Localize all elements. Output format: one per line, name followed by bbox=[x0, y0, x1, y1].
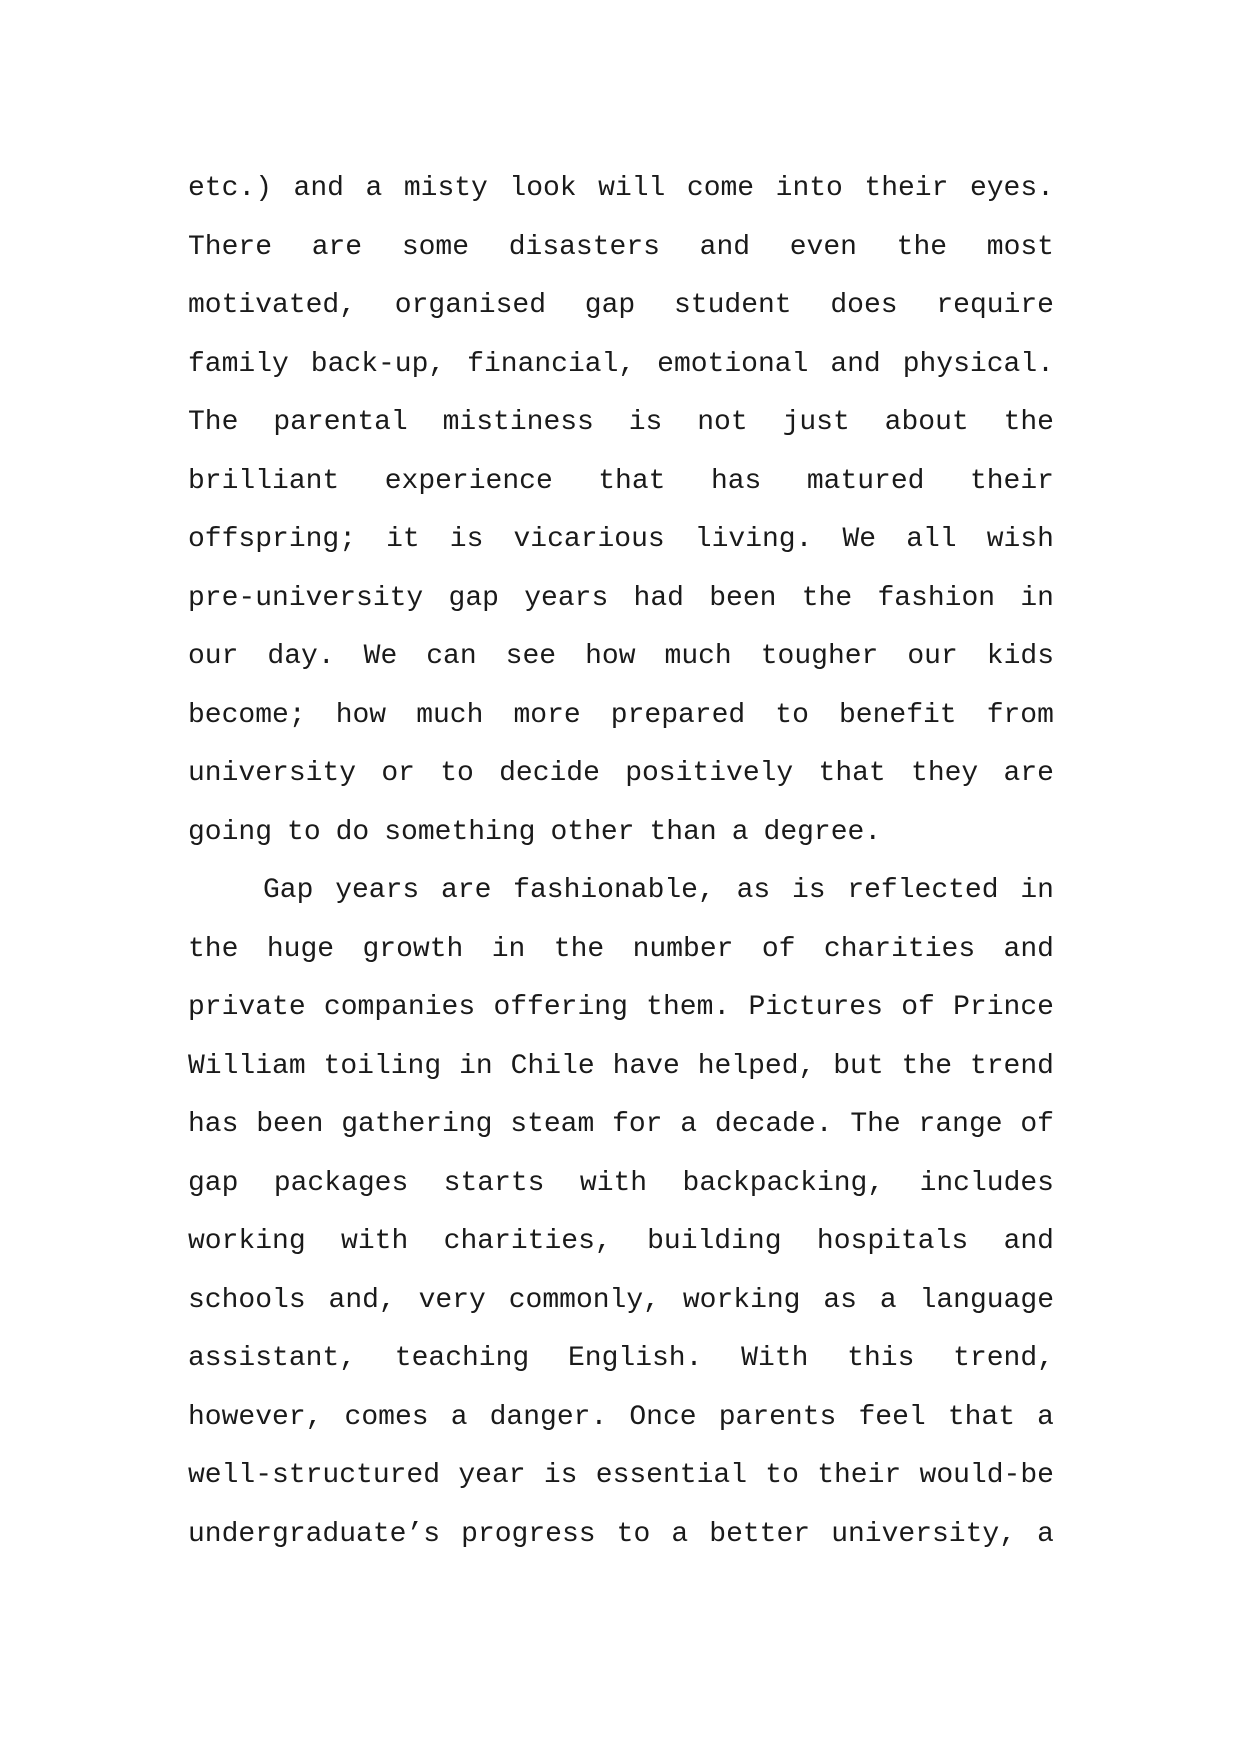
word: are bbox=[311, 231, 363, 263]
word: has bbox=[188, 1109, 239, 1140]
text-line bbox=[188, 453, 1054, 512]
word: the bbox=[901, 1050, 953, 1082]
word: had bbox=[633, 582, 684, 614]
text-line bbox=[188, 862, 1054, 921]
word: experience bbox=[384, 465, 553, 497]
word: more bbox=[513, 699, 581, 731]
text-line bbox=[188, 1447, 1054, 1506]
word: with bbox=[579, 1167, 648, 1199]
word: better bbox=[709, 1518, 811, 1550]
text-line bbox=[188, 511, 1054, 570]
text-line bbox=[188, 160, 1054, 219]
word: in bbox=[459, 1050, 493, 1082]
word: is bbox=[449, 524, 484, 555]
word: working bbox=[188, 1226, 306, 1257]
text-line bbox=[188, 921, 1054, 980]
word: the bbox=[188, 933, 239, 965]
word: The bbox=[850, 1109, 901, 1140]
word: as bbox=[736, 875, 771, 906]
word: a bbox=[450, 1401, 468, 1433]
word: gap bbox=[188, 1167, 239, 1199]
text-line bbox=[188, 979, 1054, 1038]
word: than bbox=[649, 816, 717, 848]
word: going bbox=[188, 816, 273, 848]
word: emotional bbox=[657, 348, 809, 380]
word: brilliant bbox=[188, 465, 340, 497]
text-line bbox=[188, 804, 1054, 863]
word: kids bbox=[986, 641, 1054, 672]
word: starts bbox=[443, 1167, 545, 1199]
word: is bbox=[791, 875, 826, 906]
word: that bbox=[818, 758, 886, 789]
text-line bbox=[188, 687, 1054, 746]
word: essential bbox=[595, 1460, 747, 1491]
word: years bbox=[524, 582, 609, 614]
word: with bbox=[341, 1226, 409, 1257]
word: teaching bbox=[394, 1343, 530, 1374]
word: just bbox=[782, 407, 850, 438]
word: gathering bbox=[341, 1109, 493, 1140]
word: Prince bbox=[953, 992, 1054, 1023]
word: well-structured bbox=[188, 1460, 441, 1491]
word: in bbox=[1020, 582, 1054, 614]
word: charities, bbox=[443, 1226, 612, 1257]
word: are bbox=[440, 875, 492, 906]
word: parents bbox=[718, 1401, 837, 1433]
word: assistant, bbox=[188, 1343, 357, 1374]
word: parental bbox=[273, 407, 408, 438]
text-line bbox=[188, 219, 1054, 278]
word: and bbox=[293, 173, 344, 204]
text-line bbox=[188, 394, 1054, 453]
word: they bbox=[911, 758, 979, 789]
word: see bbox=[505, 641, 557, 672]
word: much bbox=[416, 699, 484, 731]
word: danger. bbox=[489, 1401, 608, 1433]
word: decade. bbox=[714, 1109, 833, 1140]
word: into bbox=[775, 173, 843, 204]
word: has bbox=[710, 465, 762, 497]
word: gap bbox=[448, 582, 499, 614]
word: their bbox=[969, 465, 1054, 497]
word: years bbox=[335, 875, 420, 906]
word: motivated, bbox=[188, 290, 357, 321]
word: degree. bbox=[763, 816, 882, 848]
text-line bbox=[188, 1330, 1054, 1389]
word: decide bbox=[499, 758, 600, 789]
word: The bbox=[188, 407, 239, 438]
word: can bbox=[426, 641, 477, 672]
word: of bbox=[901, 992, 935, 1023]
word: much bbox=[664, 641, 732, 672]
word: become; bbox=[188, 699, 306, 731]
word: range bbox=[918, 1109, 1003, 1140]
word: We bbox=[842, 524, 877, 555]
text-line bbox=[188, 745, 1054, 804]
word: tougher bbox=[760, 641, 879, 672]
word: trend bbox=[969, 1050, 1054, 1082]
text-line bbox=[188, 1389, 1054, 1448]
word: or bbox=[381, 758, 415, 789]
word: is bbox=[628, 407, 663, 438]
word: this bbox=[847, 1343, 915, 1374]
text-line bbox=[188, 336, 1054, 395]
word: benefit bbox=[838, 699, 957, 731]
word: companies bbox=[323, 992, 476, 1023]
word: William bbox=[188, 1050, 306, 1082]
word: financial, bbox=[467, 348, 636, 380]
word: steam bbox=[510, 1109, 595, 1140]
word: most bbox=[986, 231, 1054, 263]
word: private bbox=[188, 992, 306, 1023]
word: something bbox=[384, 816, 536, 848]
word: a bbox=[680, 1109, 698, 1140]
text-line bbox=[188, 1038, 1054, 1097]
word: a bbox=[1037, 1401, 1054, 1433]
word: how bbox=[335, 699, 387, 731]
word: progress bbox=[461, 1518, 596, 1550]
word: We bbox=[363, 641, 398, 672]
word: but bbox=[833, 1050, 884, 1082]
word: feel bbox=[858, 1401, 926, 1433]
text-line bbox=[188, 1096, 1054, 1155]
word: our bbox=[907, 641, 958, 672]
word: number bbox=[632, 933, 734, 965]
word: Gap bbox=[263, 875, 314, 906]
word: have bbox=[612, 1050, 680, 1082]
text-line bbox=[188, 570, 1054, 629]
word: a bbox=[365, 173, 383, 204]
word: university bbox=[188, 758, 357, 789]
word: very bbox=[418, 1284, 486, 1316]
word: etc.) bbox=[188, 173, 273, 204]
word: to bbox=[440, 758, 474, 789]
word: our bbox=[188, 641, 239, 672]
word: physical. bbox=[902, 348, 1054, 380]
word: With bbox=[741, 1343, 809, 1374]
word: misty bbox=[403, 173, 488, 204]
word: to bbox=[616, 1518, 651, 1550]
word: from bbox=[986, 699, 1054, 731]
word: helped, bbox=[697, 1050, 816, 1082]
word: to bbox=[287, 816, 321, 848]
word: the bbox=[801, 582, 853, 614]
word: packages bbox=[273, 1167, 409, 1199]
word: positively bbox=[625, 758, 794, 789]
word: that bbox=[947, 1401, 1016, 1433]
paragraph bbox=[188, 862, 1054, 1564]
word: building bbox=[647, 1226, 782, 1257]
word: English. bbox=[567, 1343, 703, 1374]
word: backpacking, bbox=[682, 1167, 885, 1199]
word: of bbox=[761, 933, 796, 965]
word: their bbox=[864, 173, 949, 204]
word: matured bbox=[806, 465, 925, 497]
word: to bbox=[765, 1460, 799, 1491]
word: does bbox=[830, 290, 898, 321]
word: disasters bbox=[508, 231, 660, 263]
word: schools bbox=[188, 1284, 306, 1316]
word: pre-university bbox=[188, 582, 424, 614]
word: been bbox=[709, 582, 777, 614]
text-line bbox=[188, 277, 1054, 336]
word: student bbox=[673, 290, 792, 321]
word: and, bbox=[328, 1284, 396, 1316]
word: their bbox=[817, 1460, 902, 1491]
word: about bbox=[884, 407, 969, 438]
text-line bbox=[188, 1272, 1054, 1331]
word: all bbox=[906, 524, 957, 555]
word: require bbox=[936, 290, 1054, 321]
word: reflected bbox=[847, 875, 999, 906]
word: university, bbox=[831, 1518, 1017, 1550]
word: not bbox=[697, 407, 748, 438]
word: how bbox=[585, 641, 636, 672]
word: fashionable, bbox=[513, 875, 715, 906]
text-line bbox=[188, 628, 1054, 687]
word: is bbox=[543, 1460, 578, 1491]
word: trend, bbox=[953, 1343, 1054, 1374]
word: eyes. bbox=[969, 173, 1054, 204]
word: offspring; bbox=[188, 524, 357, 555]
word: as bbox=[823, 1284, 857, 1316]
word: in bbox=[491, 933, 526, 965]
word: fashion bbox=[877, 582, 996, 614]
word: toiling bbox=[323, 1050, 442, 1082]
word: offering bbox=[493, 992, 628, 1023]
word: a bbox=[671, 1518, 689, 1550]
word: for bbox=[612, 1109, 663, 1140]
word: huge bbox=[266, 933, 335, 965]
word: even bbox=[789, 231, 857, 263]
word: prepared bbox=[610, 699, 746, 731]
word: undergraduate’s bbox=[188, 1518, 441, 1550]
word: however, bbox=[188, 1401, 323, 1433]
word: charities bbox=[823, 933, 976, 965]
word: in bbox=[1020, 875, 1054, 906]
word: look bbox=[509, 173, 577, 204]
word: would-be bbox=[919, 1460, 1054, 1491]
word: and bbox=[1003, 933, 1054, 965]
word: mistiness bbox=[442, 407, 594, 438]
word: Pictures bbox=[748, 992, 883, 1023]
word: are bbox=[1003, 758, 1054, 789]
word: comes bbox=[344, 1401, 429, 1433]
word: the bbox=[553, 933, 605, 965]
word: There bbox=[188, 231, 273, 263]
word: language bbox=[919, 1284, 1054, 1316]
word: growth bbox=[362, 933, 464, 965]
word: Chile bbox=[510, 1050, 595, 1082]
word: living. bbox=[694, 524, 813, 555]
word: Once bbox=[629, 1401, 697, 1433]
word: year bbox=[458, 1460, 526, 1491]
word: commonly, bbox=[508, 1284, 660, 1316]
word: includes bbox=[919, 1167, 1054, 1199]
word: back-up, bbox=[310, 348, 446, 380]
text-line bbox=[188, 1506, 1054, 1565]
word: a bbox=[1037, 1518, 1054, 1550]
word: gap bbox=[584, 290, 636, 321]
word: come bbox=[686, 173, 755, 204]
word: a bbox=[879, 1284, 897, 1316]
word: and bbox=[1003, 1226, 1054, 1257]
word: hospitals bbox=[816, 1226, 969, 1257]
word: that bbox=[598, 465, 666, 497]
word: working bbox=[682, 1284, 801, 1316]
word: been bbox=[256, 1109, 324, 1140]
word: organised bbox=[394, 290, 547, 321]
word: and bbox=[830, 348, 881, 380]
word: the bbox=[1003, 407, 1054, 438]
word: and bbox=[699, 231, 751, 263]
word: to bbox=[775, 699, 809, 731]
word: the bbox=[896, 231, 948, 263]
word: them. bbox=[646, 992, 731, 1023]
word: do bbox=[335, 816, 370, 848]
paragraph bbox=[188, 160, 1054, 862]
word: of bbox=[1020, 1109, 1054, 1140]
word: family bbox=[188, 348, 289, 380]
word: day. bbox=[267, 641, 335, 672]
word: wish bbox=[986, 524, 1054, 555]
word: other bbox=[550, 816, 635, 848]
word: it bbox=[386, 524, 420, 555]
text-line bbox=[188, 1155, 1054, 1214]
text-line bbox=[188, 1213, 1054, 1272]
word: will bbox=[598, 173, 666, 204]
document-body bbox=[188, 160, 1054, 1564]
word: vicarious bbox=[513, 524, 665, 555]
word: some bbox=[401, 231, 470, 263]
word: a bbox=[731, 816, 749, 848]
